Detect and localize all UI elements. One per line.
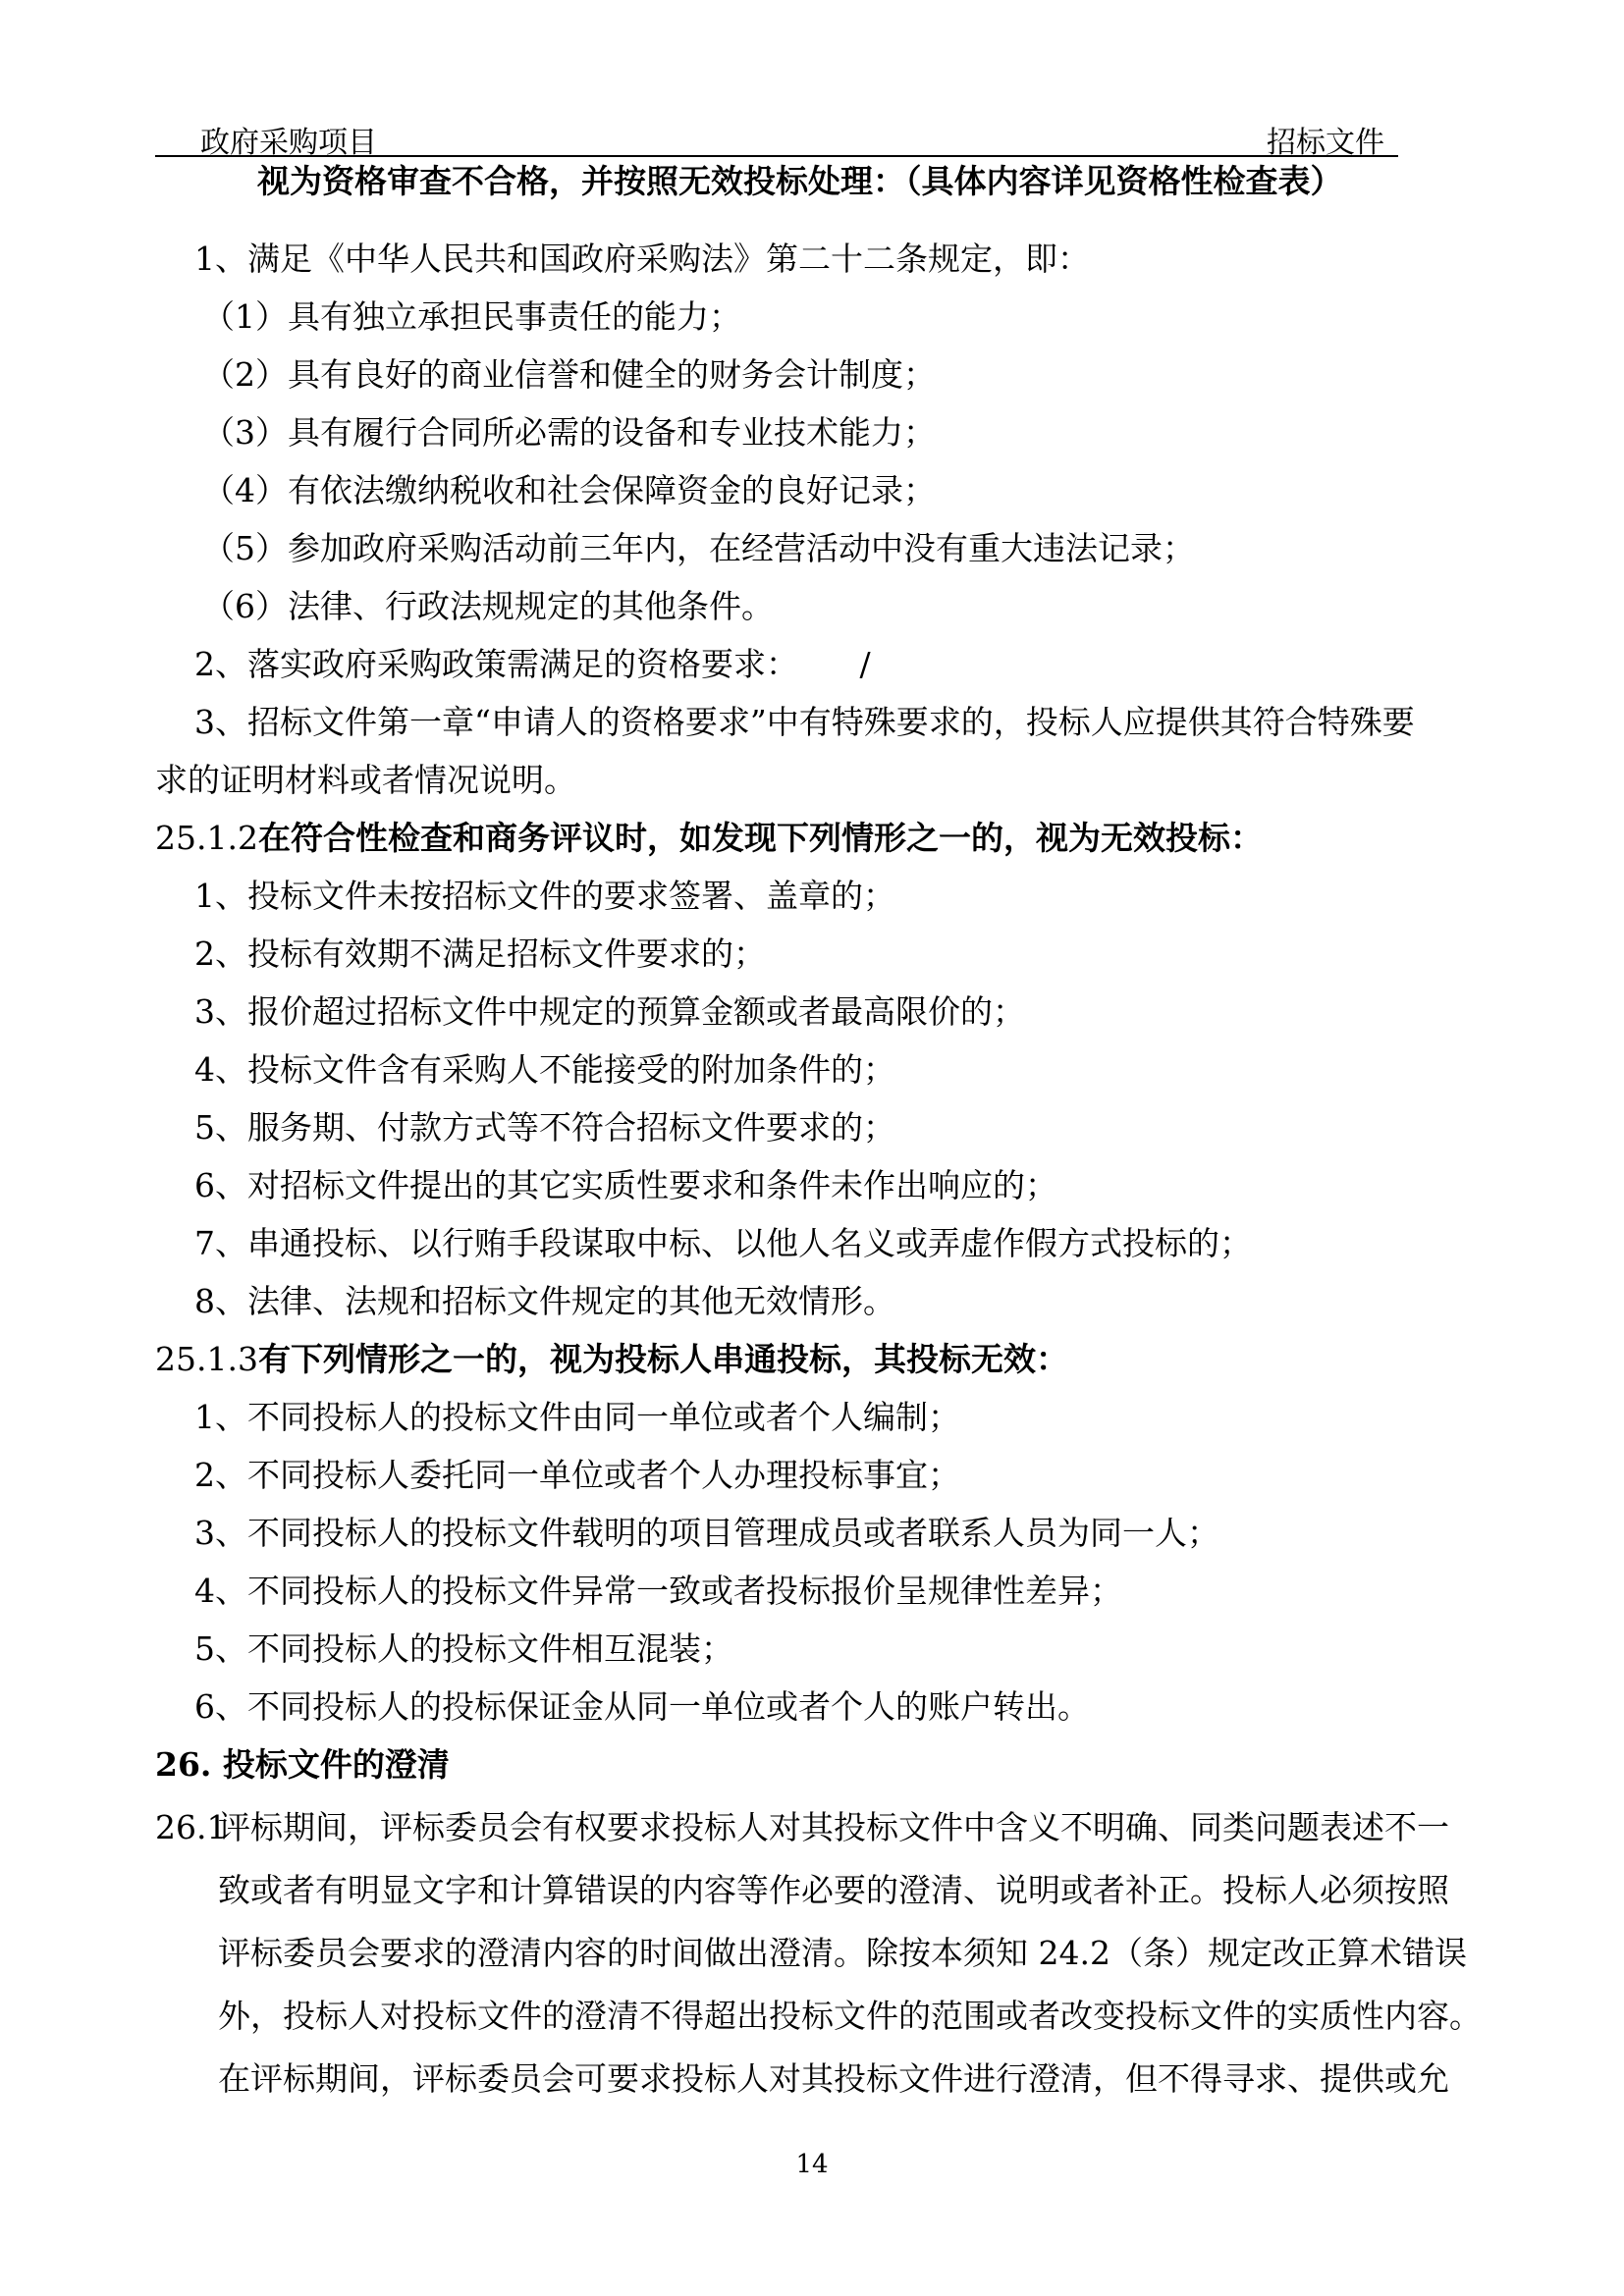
qualification-sub-1: （1）具有独立承担民事责任的能力； [202,297,741,336]
section-25-1-2-heading [155,819,1263,858]
qualification-item-3-line-2: 求的证明材料或者情况说明。 [155,761,576,799]
section-25-1-3-item-5: 5、不同投标人的投标文件相互混装； [194,1629,733,1668]
section-26-1-line-4: 外，投标人对投标文件的澄清不得超出投标文件的范围或者改变投标文件的实质性内容。 [218,1997,1482,2035]
qualification-item-1: 1、满足《中华人民共和国政府采购法》第二十二条规定，即： [194,240,1090,278]
section-25-1-3-item-3: 3、不同投标人的投标文件载明的项目管理成员或者联系人员为同一人； [194,1514,1219,1552]
section-25-1-3-item-1: 1、不同投标人的投标文件由同一单位或者个人编制； [194,1398,960,1436]
section-26-1-line-5: 在评标期间，评标委员会可要求投标人对其投标文件进行澄清，但不得寻求、提供或允 [218,2059,1449,2098]
section-25-1-2-item-4: 4、投标文件含有采购人不能接受的附加条件的； [194,1050,895,1089]
qualification-item-3-line-1: 3、招标文件第一章“申请人的资格要求”中有特殊要求的，投标人应提供其符合特殊要 [194,703,1415,741]
page-number: 14 [795,2150,829,2179]
section-25-1-3-item-4: 4、不同投标人的投标文件异常一致或者投标报价呈规律性差异； [194,1572,1122,1610]
section-25-1-3-number: 25.1.3 [155,1340,258,1378]
section-25-1-3-heading [155,1340,1068,1379]
section-25-1-2-title: 在符合性检查和商务评议时，如发现下列情形之一的，视为无效投标： [257,819,1263,857]
section-25-1-3-title: 有下列情形之一的，视为投标人串通投标，其投标无效： [257,1340,1068,1378]
page-header [155,110,1398,160]
section-25-1-2-item-1: 1、投标文件未按招标文件的要求签署、盖章的； [194,877,895,915]
qualification-sub-6: （6）法律、行政法规规定的其他条件。 [202,587,774,625]
section-26-1-line-1: 评标期间，评标委员会有权要求投标人对其投标文件中含义不明确、同类问题表述不一 [218,1808,1449,1846]
header-document-type: 招标文件 [1267,126,1384,160]
qualification-sub-5: （5）参加政府采购活动前三年内，在经营活动中没有重大违法记录； [202,529,1195,567]
section-25-1-2-item-7: 7、串通投标、以行贿手段谋取中标、以他人名义或弄虚作假方式投标的； [194,1224,1252,1262]
section-26-1-number: 26.1 [155,1808,228,1846]
section-25-1-2-item-5: 5、服务期、付款方式等不符合招标文件要求的； [194,1108,895,1147]
qualification-item-2-value: / [859,645,871,683]
section-25-1-2-item-2: 2、投标有效期不满足招标文件要求的； [194,934,766,973]
qualification-sub-2: （2）具有良好的商业信誉和健全的财务会计制度； [202,355,936,394]
qualification-item-2-label: 2、落实政府采购政策需满足的资格要求： [194,645,798,683]
section-25-1-3-item-2: 2、不同投标人委托同一单位或者个人办理投标事宜； [194,1456,960,1494]
qualification-item-2 [194,645,871,684]
section-26-1-line-3: 评标委员会要求的澄清内容的时间做出澄清。除按本须知 24.2（条）规定改正算术错误 [218,1934,1467,1972]
qualification-sub-4: （4）有依法缴纳税收和社会保障资金的良好记录； [202,471,936,509]
section-25-1-2-item-3: 3、报价超过招标文件中规定的预算金额或者最高限价的； [194,992,1025,1031]
section-25-1-2-item-6: 6、对招标文件提出的其它实质性要求和条件未作出响应的； [194,1166,1057,1204]
section-25-1-2-number: 25.1.2 [155,819,258,857]
section-26-heading: 26. 投标文件的澄清 [155,1745,450,1784]
section-25-1-2-item-8: 8、法律、法规和招标文件规定的其他无效情形。 [194,1282,895,1320]
qualification-sub-3: （3）具有履行合同所必需的设备和专业技术能力； [202,413,936,452]
section-26-1-line-2: 致或者有明显文字和计算错误的内容等作必要的澄清、说明或者补正。投标人必须按照 [218,1871,1449,1909]
header-project-type: 政府采购项目 [200,126,377,160]
intro-line: 视为资格审查不合格，并按照无效投标处理：（具体内容详见资格性检查表） [257,162,1343,200]
section-25-1-3-item-6: 6、不同投标人的投标保证金从同一单位或者个人的账户转出。 [194,1687,1090,1726]
